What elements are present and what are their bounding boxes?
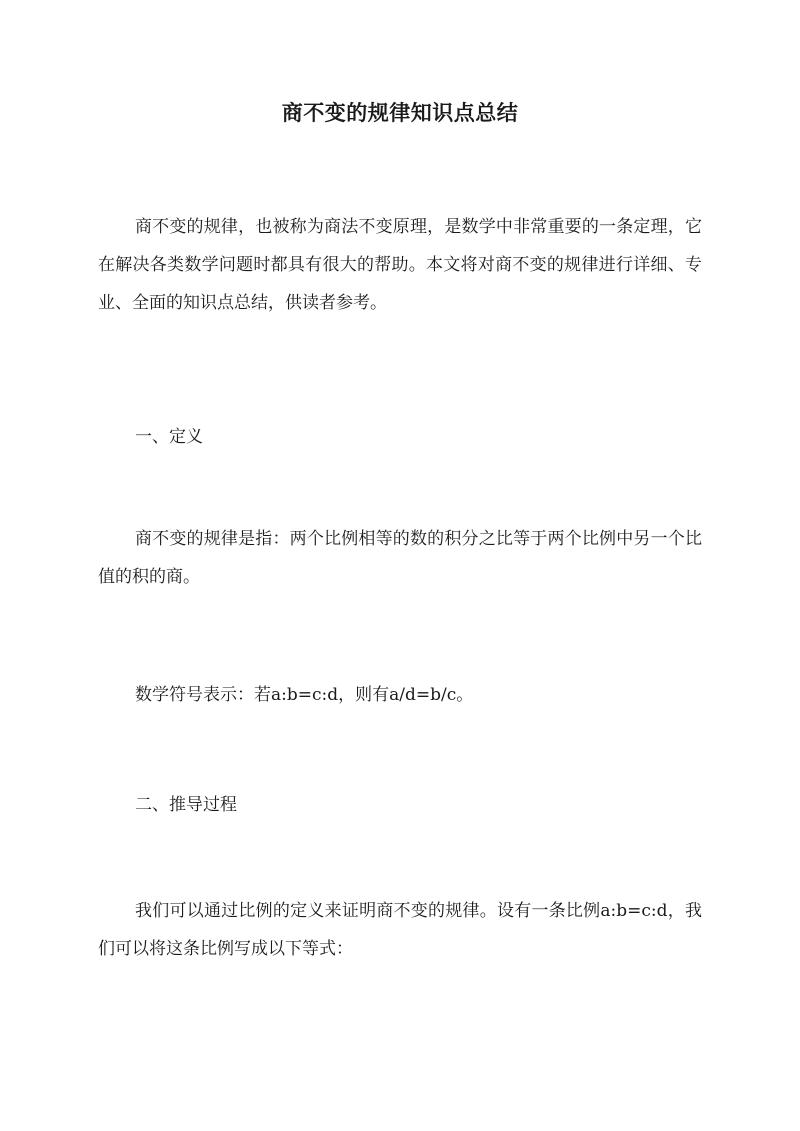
notation-paragraph: 数学符号表示：若a:b=c:d，则有a/d=b/c。	[135, 685, 474, 705]
derivation-paragraph: 我们可以通过比例的定义来证明商不变的规律。设有一条比例a:b=c:d，我们可以将这条比例写成以下等式：	[98, 901, 702, 959]
section-heading-derivation: 二、推导过程	[135, 795, 237, 815]
intro-paragraph: 商不变的规律，也被称为商法不变原理，是数学中非常重要的一条定理，它在解决各类数学问题时都具有很大的帮助。本文将对商不变的规律进行详细、专业、全面的知识点总结，供读者参考。	[98, 217, 702, 313]
definition-paragraph: 商不变的规律是指：两个比例相等的数的积分之比等于两个比例中另一个比值的积的商。	[98, 529, 702, 587]
document-title: 商不变的规律知识点总结	[281, 100, 519, 125]
section-heading-definition: 一、定义	[135, 427, 203, 447]
